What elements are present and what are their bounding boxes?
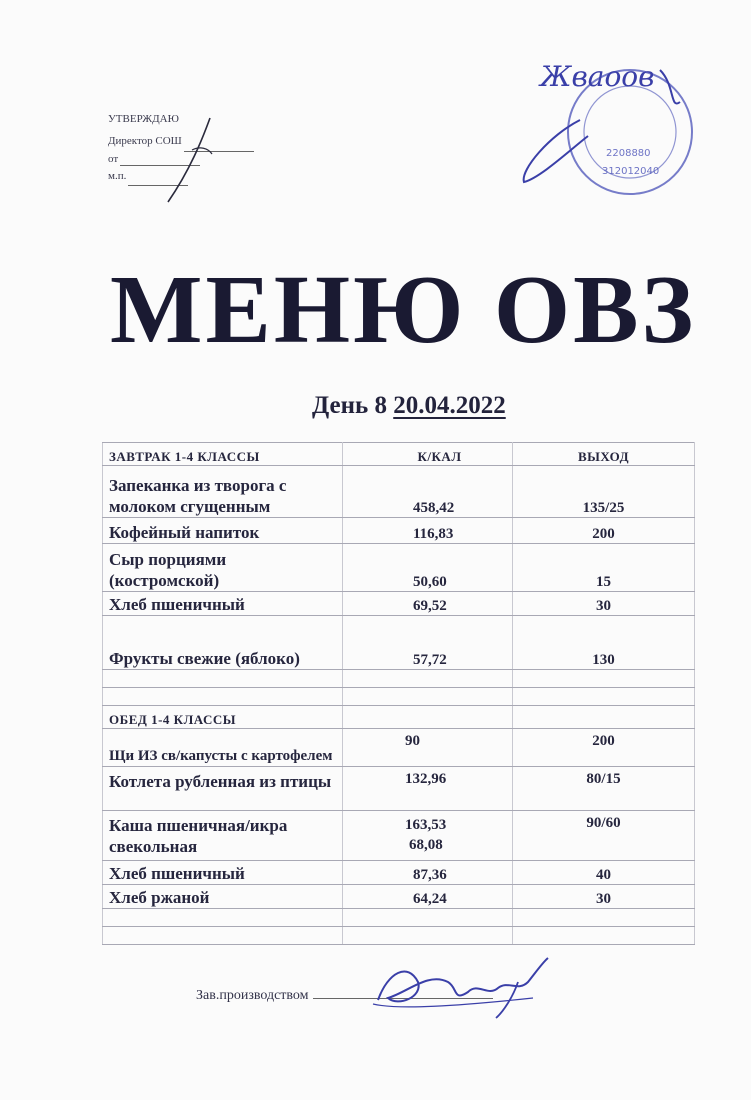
stamp-number-1: 2208880 [606, 148, 651, 159]
dish-kcal: 64,24 [343, 885, 513, 909]
table-row [103, 592, 695, 616]
table-row [103, 811, 695, 861]
dish-yield: 40 [513, 861, 695, 885]
dish-name: Хлеб пшеничный [103, 861, 343, 885]
director-label: Директор СОШ [108, 135, 182, 147]
dish-yield: 135/25 [513, 466, 695, 518]
table-row [103, 729, 695, 767]
day-label: День 8 [312, 392, 387, 419]
table-row [103, 767, 695, 811]
table-row [103, 861, 695, 885]
dish-name: Щи ИЗ св/капусты с картофелем [103, 729, 343, 767]
day-line [312, 392, 506, 420]
empty-row [103, 688, 695, 706]
menu-table [102, 442, 695, 945]
dish-kcal-cell [343, 811, 513, 861]
dish-name: Хлеб пшеничный [103, 592, 343, 616]
stamp-place-label: м.п. [108, 170, 127, 182]
from-label: от [108, 153, 119, 165]
dish-kcal: 132,96 [343, 767, 513, 811]
table-row [103, 466, 695, 518]
dish-name: Запеканка из творога с молоком сгущенным [103, 466, 343, 518]
table-row [103, 544, 695, 592]
dish-yield: 200 [513, 518, 695, 544]
header-lunch: ОБЕД 1-4 КЛАССЫ [103, 706, 343, 729]
dish-kcal: 116,83 [343, 518, 513, 544]
dish-kcal: 90 [343, 729, 513, 767]
director-signature [150, 110, 240, 210]
dish-kcal: 87,36 [343, 861, 513, 885]
header-kcal: К/КАЛ [343, 443, 513, 466]
dish-yield: 30 [513, 592, 695, 616]
day-date: 20.04.2022 [393, 392, 506, 419]
dish-kcal: 458,42 [343, 466, 513, 518]
dish-yield: 30 [513, 885, 695, 909]
dish-kcal: 69,52 [343, 592, 513, 616]
footer-label: Зав.производством [196, 988, 309, 1003]
empty-row [103, 927, 695, 945]
empty-row [103, 670, 695, 688]
dish-yield: 200 [513, 729, 695, 767]
dish-name: Кофейный напиток [103, 518, 343, 544]
dish-kcal-second: 68,08 [409, 837, 443, 853]
manager-signature [368, 952, 558, 1022]
dish-yield: 80/15 [513, 767, 695, 811]
round-stamp [510, 40, 700, 200]
table-row [103, 885, 695, 909]
dish-kcal: 50,60 [343, 544, 513, 592]
table-header-row [103, 443, 695, 466]
dish-yield: 130 [513, 616, 695, 670]
dish-kcal: 163,53 [405, 817, 447, 833]
dish-name: Котлета рубленная из птицы [103, 767, 343, 811]
dish-name: Хлеб ржаной [103, 885, 343, 909]
page-title: МЕНЮ ОВЗ [110, 256, 697, 364]
stamp-signature-text: Жваоов [540, 60, 655, 93]
table-row [103, 616, 695, 670]
dish-name: Фрукты свежие (яблоко) [103, 616, 343, 670]
dish-kcal: 57,72 [343, 616, 513, 670]
dish-yield: 15 [513, 544, 695, 592]
empty-row [103, 909, 695, 927]
dish-name: Сыр порциями (костромской) [103, 544, 343, 592]
table-row [103, 518, 695, 544]
approve-label: УТВЕРЖДАЮ [108, 113, 179, 125]
dish-name: Каша пшеничная/икра свекольная [103, 811, 343, 861]
header-breakfast: ЗАВТРАК 1-4 КЛАССЫ [103, 443, 343, 466]
lunch-header-row [103, 706, 695, 729]
header-yield: ВЫХОД [513, 443, 695, 466]
stamp-number-2: 312012040 [602, 166, 660, 177]
dish-yield: 90/60 [513, 811, 695, 861]
